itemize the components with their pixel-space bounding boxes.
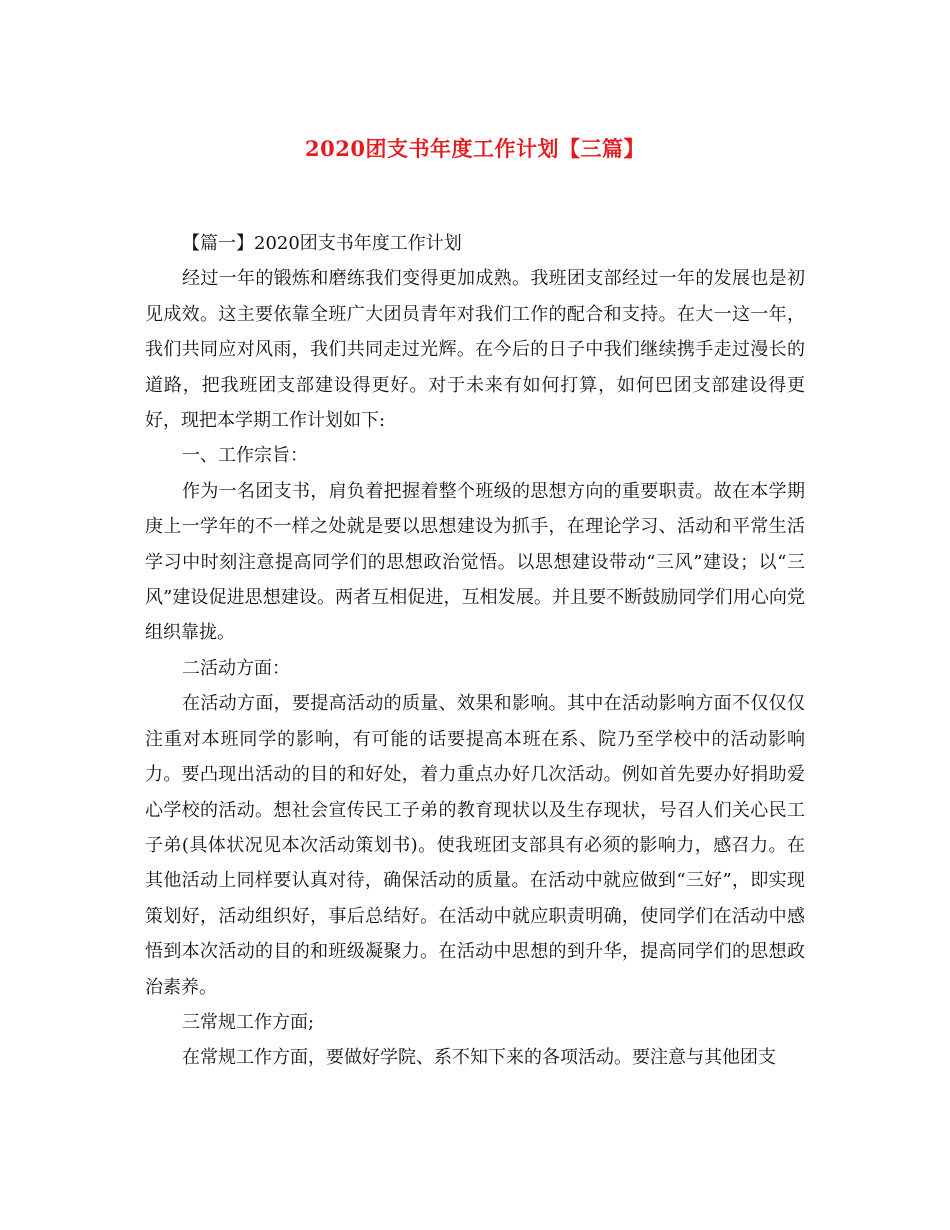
paragraph: 经过一年的锻炼和磨练我们变得更加成熟。我班团支部经过一年的发展也是初见成效。这主要依靠全班广大团员青年对我们工作的配合和支持。在大一这一年，我们共同应对风雨，我们共同走过光辉。在今后的日子中我们继续携手走过漫长的道路，把我班团支部建设得更好。对于未来有如何打算，如何巴团支部建设得更好，现把本学期工作计划如下:	[145, 268, 805, 432]
paragraph: 在常规工作方面，要做好学院、系不知下来的各项活动。要注意与其他团支	[182, 1047, 776, 1069]
section-heading: 【篇一】2020团支书年度工作计划	[182, 233, 462, 254]
section-heading: 一、工作宗旨：	[182, 445, 308, 467]
paragraph: 在活动方面，要提高活动的质量、效果和影响。其中在活动影响方面不仅仅仅注重对本班同学的影响，有可能的话要提高本班在系、院乃至学校中的活动影响力。要凸现出活动的目的和好处，着力重点办好几次活动。例如首先要办好捐助爱心学校的活动。想社会宣传民工子弟的教育现状以及生存现状，号召人们关心民工子弟(具体状况见本次活动策划书)。使我班团支部具有必须的影响力，感召力。在其他活动上同样要认真对待，确保活动的质量。在活动中就应做到“三好”，即实现策划好，活动组织好，事后总结好。在活动中就应职责明确，使同学们在活动中感悟到本次活动的目的和班级凝聚力。在活动中思想的到升华，提高同学们的思想政治素养。	[145, 693, 805, 998]
section-heading: 二活动方面：	[182, 657, 290, 679]
paragraph: 作为一名团支书，肩负着把握着整个班级的思想方向的重要职责。故在本学期庚上一学年的不一样之处就是要以思想建设为抓手，在理论学习、活动和平常生活学习中时刻注意提高同学们的思想政治觉悟。以思想建设带动“三风”建设；以“三风”建设促进思想建设。两者互相促进，互相发展。并且要不断鼓励同学们用心向党组织靠拢。	[145, 480, 805, 644]
section-heading: 三常规工作方面;	[182, 1011, 315, 1033]
document-title: 2020团支书年度工作计划【三篇】	[305, 136, 645, 161]
document-body	[145, 226, 805, 1076]
